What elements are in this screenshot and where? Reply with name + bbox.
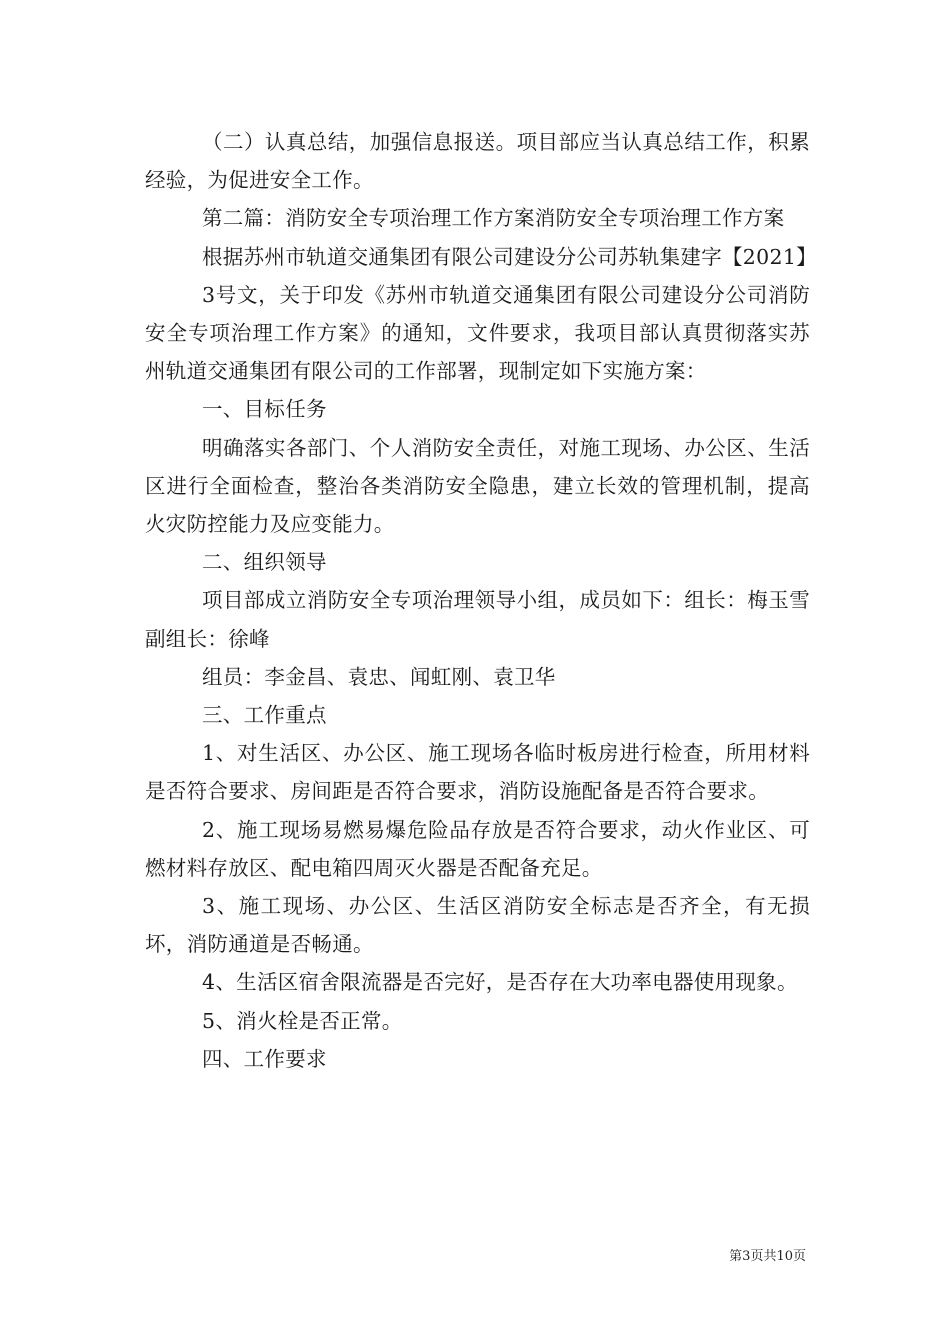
paragraph-members: 组员：李金昌、袁忠、闻虹刚、袁卫华	[202, 664, 556, 689]
list-item-1: 1、对生活区、办公区、施工现场各临时板房进行检查，所用材料是否符合要求、房间距是否符合要求，消防设施配备是否符合要求。	[145, 741, 810, 804]
paragraph-leaders: 项目部成立消防安全专项治理领导小组，成员如下：组长：梅玉雪副组长：徐峰	[145, 588, 810, 651]
paragraph-document-notice: 3号文，关于印发《苏州市轨道交通集团有限公司建设分公司消防安全专项治理工作方案》的通知，文件要求，我项目部认真贯彻落实苏州轨道交通集团有限公司的工作部署，现制定如下实施方案：	[145, 282, 810, 384]
paragraph-second-title: 第二篇：消防安全专项治理工作方案消防安全专项治理工作方案	[202, 206, 785, 231]
list-item-3: 3、施工现场、办公区、生活区消防安全标志是否齐全，有无损坏，消防通道是否畅通。	[145, 894, 810, 957]
paragraph-goals: 明确落实各部门、个人消防安全责任，对施工现场、办公区、生活区进行全面检查，整治各类消防安全隐患，建立长效的管理机制，提高火灾防控能力及应变能力。	[145, 435, 810, 537]
list-item-4: 4、生活区宿舍限流器是否完好，是否存在大功率电器使用现象。	[202, 970, 798, 995]
heading-key-points: 三、工作重点	[202, 703, 327, 728]
list-item-5: 5、消火栓是否正常。	[202, 1008, 403, 1033]
paragraph-summary: （二）认真总结，加强信息报送。项目部应当认真总结工作，积累经验，为促进安全工作。	[145, 130, 810, 193]
document-body	[145, 123, 817, 1078]
page-number: 第3页共10页	[729, 1249, 806, 1264]
heading-requirements: 四、工作要求	[202, 1046, 327, 1071]
heading-organization: 二、组织领导	[202, 550, 327, 575]
paragraph-basis: 根据苏州市轨道交通集团有限公司建设分公司苏轨集建字【2021】	[202, 244, 817, 269]
heading-goals: 一、目标任务	[202, 397, 327, 422]
list-item-2: 2、施工现场易燃易爆危险品存放是否符合要求，动火作业区、可燃材料存放区、配电箱四周灭火器是否配备充足。	[145, 817, 810, 880]
